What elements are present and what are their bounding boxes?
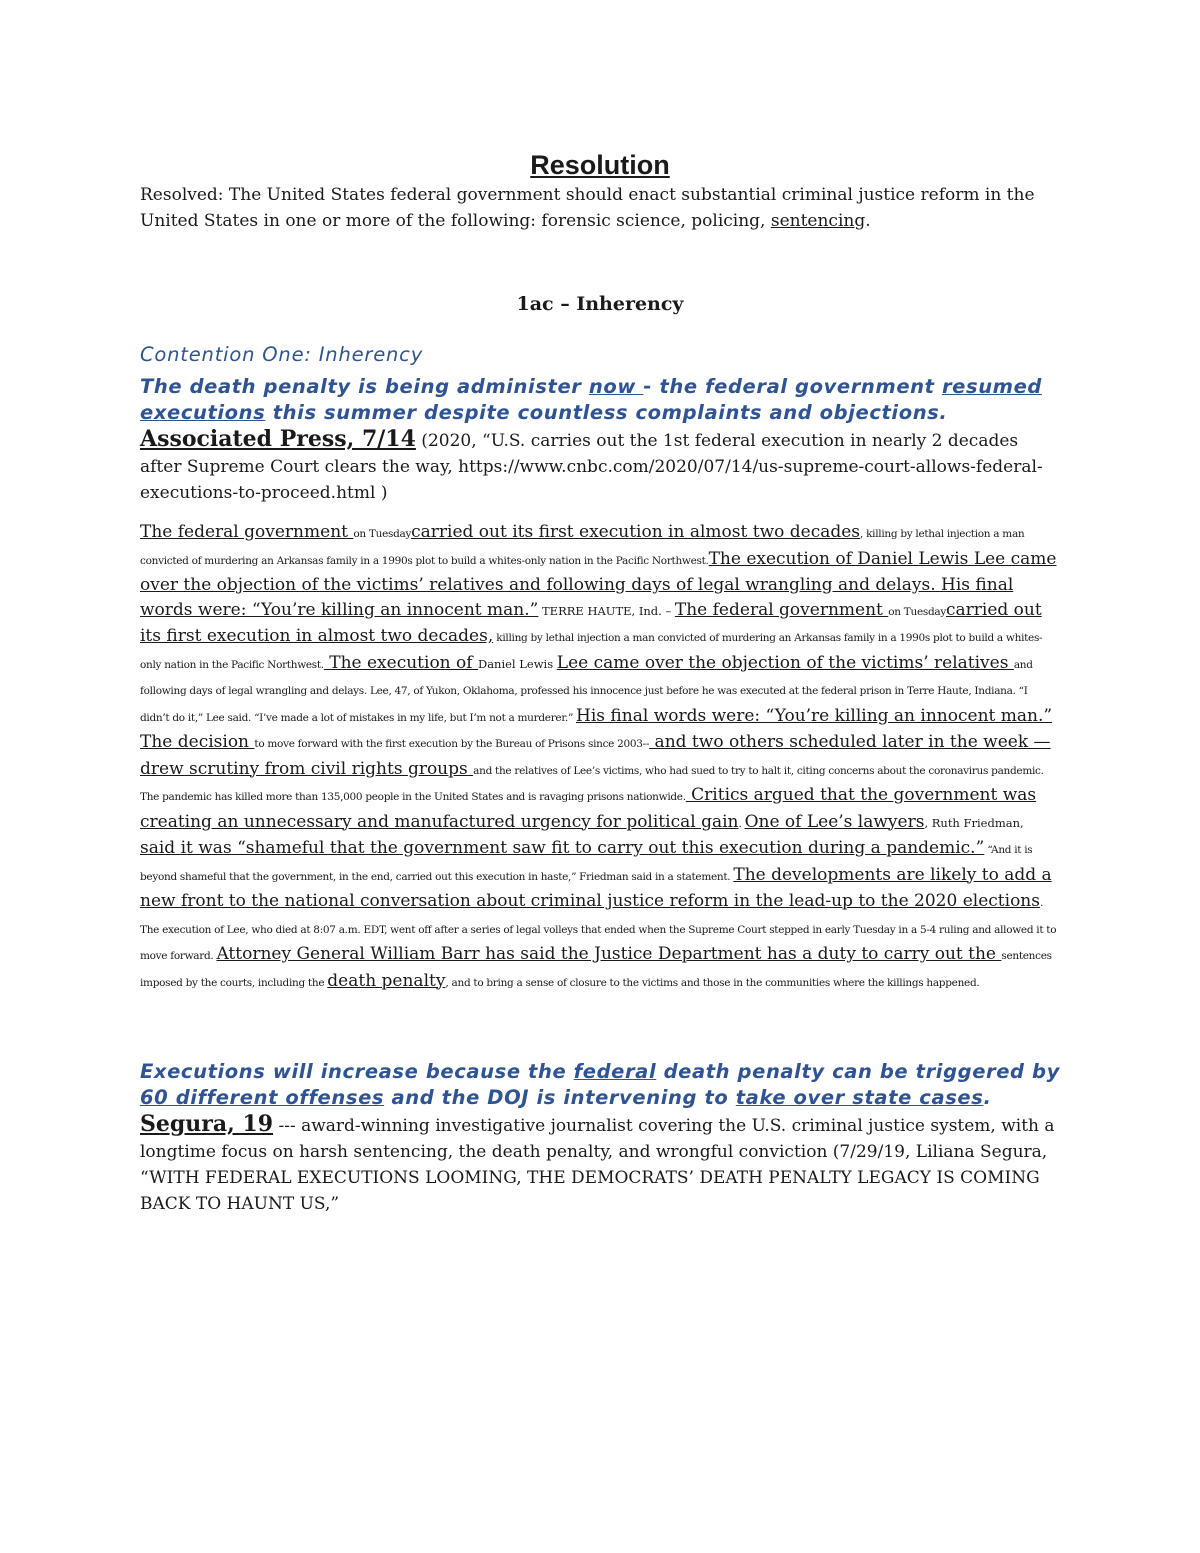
tag-underlined-text: resumed executions <box>140 375 1042 424</box>
tag-underlined-text: 60 different offenses <box>140 1086 385 1109</box>
underlined-text: carried out its first execution in almost two decades, <box>140 599 1042 646</box>
small-text: on Tuesday <box>888 605 946 618</box>
underlined-text: death penalty <box>327 970 446 991</box>
card-citation-2 <box>140 1111 1060 1217</box>
tag-text: . <box>983 1086 992 1109</box>
small-text: , Ruth Friedman, <box>924 815 1024 830</box>
contention-heading: Contention One: Inherency <box>140 343 424 366</box>
tag-text: death penalty can be triggered by <box>656 1060 1060 1083</box>
tag-text: and the DOJ is intervening to <box>384 1086 736 1109</box>
small-text: Daniel Lewis <box>477 656 557 671</box>
small-text: on Tuesday <box>353 528 412 540</box>
tag-underlined-text: now <box>588 375 644 398</box>
small-text: killing by lethal injection a man convicted of murdering an Arkansas family in a 1990s plot to build a whites-only nation in the Pacific Northwest. <box>140 632 1043 671</box>
tag-underlined-text: federal <box>573 1060 657 1083</box>
citation-author-1: Associated Press, 7/14 <box>140 426 416 452</box>
tag-underlined-text: take over state cases <box>735 1086 984 1109</box>
small-text: . <box>738 817 745 830</box>
tag-text: The death penalty is being administer <box>140 375 589 398</box>
small-text: TERRE HAUTE, Ind. – <box>538 603 675 618</box>
underlined-text: One of Lee’s lawyers <box>744 811 925 832</box>
tag-text: - the federal government <box>643 375 942 398</box>
resolution-text <box>140 182 1060 234</box>
underlined-text: The federal government <box>674 599 889 620</box>
small-text: to move forward with the first execution by the Bureau of Prisons since 2003-- <box>254 738 650 750</box>
document-body <box>140 148 1060 1217</box>
card-citation-1 <box>140 426 1060 506</box>
underlined-text: Critics argued that the government was creating an unnecessary and manufactured urgency for political gain <box>140 785 1037 832</box>
resolution-underlined-word: sentencing <box>770 211 866 231</box>
resolution-end: . <box>865 211 871 231</box>
underlined-text: Lee came over the objection of the victims’ relatives <box>556 652 1014 673</box>
citation-details-2: --- award-winning investigative journalist covering the U.S. criminal justice system, with a longtime focus on harsh sentencing, the death penalty, and wrongful conviction (7/29/19, Liliana Segura, “WITH FEDERAL EXECUTIONS LOOMING, THE DEMOCRATS’ DEATH PENALTY LEGACY IS COMING BACK TO HAUNT US,” <box>140 1116 1055 1214</box>
tag-text: Executions will increase because the <box>140 1060 574 1083</box>
underlined-text: said it was “shameful that the government saw fit to carry out this execution during a pandemic.” <box>140 838 985 858</box>
card-evidence-1 <box>140 520 1058 995</box>
underlined-text: Attorney General William Barr has said the Justice Department has a duty to carry out the <box>216 944 1002 964</box>
small-text: , and to bring a sense of closure to the victims and those in the communities where the killings happened. <box>445 976 980 989</box>
underlined-text: The federal government <box>140 522 354 542</box>
small-text: . The execution of Lee, who died at 8:07 a.m. EDT, went off after a series of legal volleys that ended when the Supreme Court stepped in early Tuesday in a 5-4 ruling and allowed it to move forward. <box>140 897 1057 962</box>
underlined-text: The execution of Daniel Lewis Lee came over the objection of the victims’ relatives and following days of legal wrangling and delays. His final words were: “You’re killing an innocent man.” <box>140 548 1057 620</box>
card-tag-1 <box>140 374 1060 426</box>
small-text: , killing by lethal injection a man convicted of murdering an Arkansas family in a 1990s plot to build a whites-only nation in the Pacific Northwest. <box>140 528 1025 567</box>
pocket-heading: 1ac – Inherency <box>516 293 684 315</box>
citation-author-2: Segura, 19 <box>140 1111 274 1137</box>
card-tag-2 <box>140 1059 1060 1111</box>
tag-text: this summer despite countless complaints and objections. <box>265 401 948 424</box>
underlined-text: His final words were: “You’re killing an innocent man.” The decision <box>140 705 1053 752</box>
resolution-body: Resolved: The United States federal government should enact substantial criminal justice reform in the United States in one or more of the following: forensic science, policing, <box>140 185 1035 231</box>
underlined-text: The execution of <box>323 652 478 673</box>
underlined-text: carried out its first execution in almost two decades <box>411 522 861 542</box>
citation-details-1: (2020, “U.S. carries out the 1st federal execution in nearly 2 decades after Supreme Court clears the way, https://www.cnbc.com/2020/07/14/us-supreme-court-allows-federal-executions-to-proceed.html ) <box>140 431 1043 503</box>
underlined-text: The developments are likely to add a new front to the national conversation about criminal justice reform in the lead-up to the 2020 elections <box>140 864 1052 911</box>
resolution-heading: Resolution <box>530 150 670 180</box>
underlined-text: and two others scheduled later in the week — drew scrutiny from civil rights groups <box>140 732 1051 779</box>
small-text: “And it is beyond shameful that the government, in the end, carried out this execution in haste,” Friedman said in a statement. <box>140 844 1033 883</box>
small-text: and following days of legal wrangling and delays. Lee, 47, of Yukon, Oklahoma, professed his innocence just before he was executed at the federal prison in Terre Haute, Indiana. “I didn’t do it,” Lee said. “I’ve made a lot of mistakes in my life, but I’m not a murderer.” <box>140 658 1033 724</box>
small-text: sentences imposed by the courts, including the <box>140 950 1052 989</box>
small-text: and the relatives of Lee’s victims, who had sued to try to halt it, citing concerns about the coronavirus pandemic. The pandemic has killed more than 135,000 people in the United States and is ravaging prisons nationwide. <box>140 764 1044 803</box>
